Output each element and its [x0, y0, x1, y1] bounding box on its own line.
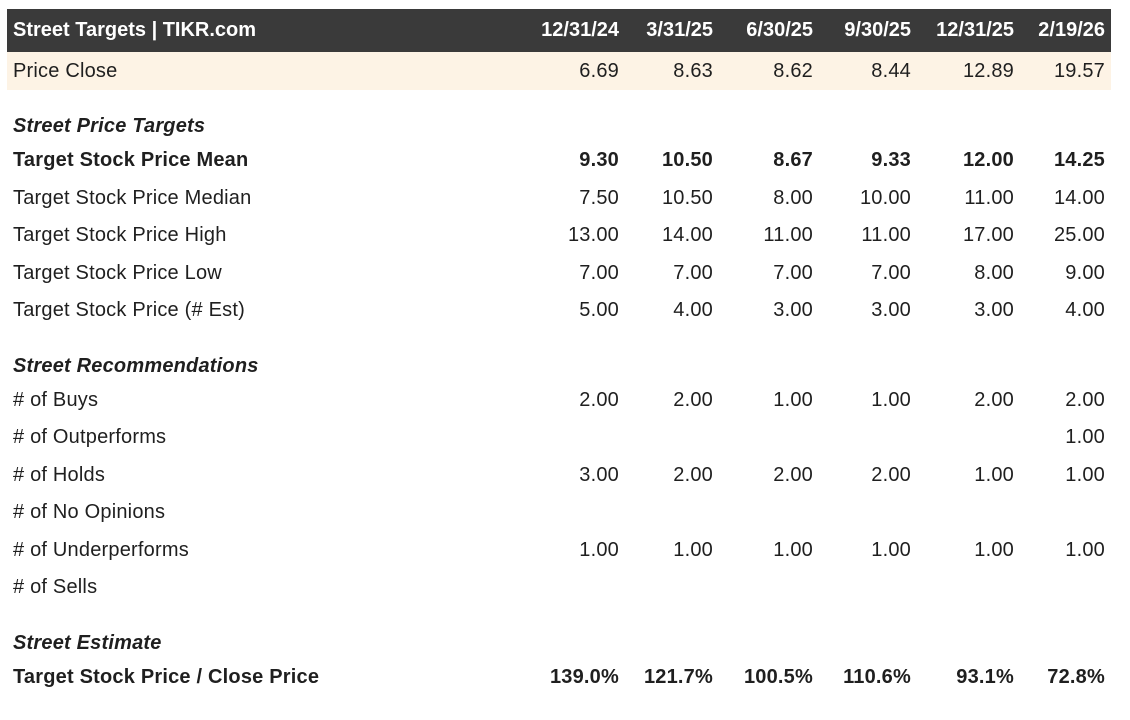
table-row-outperforms: [7, 419, 1111, 457]
cell-value: [719, 569, 819, 607]
table-row-holds: [7, 457, 1111, 495]
cell-value: [1020, 569, 1111, 607]
cell-value: 4.00: [1065, 299, 1105, 322]
cell-value: 8.00: [773, 186, 813, 209]
street-targets-table: [7, 9, 1111, 696]
cell-value: 11.00: [964, 186, 1014, 209]
cell-value: 7.00: [871, 261, 911, 284]
table-row-no-opinions: [7, 494, 1111, 532]
cell-value: 1.00: [773, 388, 813, 411]
row-label: # of No Opinions: [13, 501, 166, 524]
cell-value: 93.1%: [956, 665, 1014, 688]
cell-value: [819, 494, 917, 532]
cell-value: 1.00: [1065, 463, 1105, 486]
cell-value: 25.00: [1053, 224, 1105, 247]
row-label: # of Underperforms: [13, 538, 189, 561]
cell-value: 7.50: [579, 186, 619, 209]
cell-value: 9.00: [1065, 261, 1105, 284]
cell-value: 17.00: [962, 224, 1014, 247]
row-label: # of Sells: [13, 576, 98, 599]
table-row-target-close-ratio: [7, 659, 1111, 697]
section-title: Street Estimate: [13, 631, 162, 654]
cell-value: [917, 419, 1020, 457]
cell-value: 8.00: [974, 261, 1014, 284]
spacer-row: [7, 90, 1111, 108]
cell-value: [917, 494, 1020, 532]
table-title: Street Targets | TIKR.com: [13, 19, 257, 41]
cell-value: 11.00: [861, 224, 911, 247]
cell-value: 10.50: [661, 186, 713, 209]
section-header-price-targets: [7, 108, 1111, 142]
spacer-row: [7, 607, 1111, 625]
cell-value: 8.44: [871, 59, 911, 82]
cell-value: 14.25: [1053, 149, 1105, 172]
cell-value: 3.00: [773, 299, 813, 322]
cell-value: 2.00: [974, 388, 1014, 411]
column-header[interactable]: 12/31/25: [936, 19, 1014, 41]
row-label: Target Stock Price Mean: [13, 149, 249, 172]
cell-value: [719, 419, 819, 457]
price-close-row: [7, 52, 1111, 90]
cell-value: 2.00: [673, 388, 713, 411]
cell-value: [819, 419, 917, 457]
cell-value: [625, 569, 719, 607]
column-header[interactable]: 3/31/25: [646, 19, 713, 41]
cell-value: 9.33: [871, 149, 911, 172]
cell-value: [497, 419, 625, 457]
cell-value: 1.00: [871, 538, 911, 561]
cell-value: 100.5%: [743, 665, 813, 688]
cell-value: 13.00: [567, 224, 619, 247]
column-header[interactable]: 2/19/26: [1038, 19, 1105, 41]
table-row-target-low: [7, 255, 1111, 293]
cell-value: 1.00: [974, 463, 1014, 486]
section-title: Street Recommendations: [13, 354, 259, 377]
section-header-estimate: [7, 625, 1111, 659]
cell-value: 4.00: [673, 299, 713, 322]
cell-value: 3.00: [579, 463, 619, 486]
column-header[interactable]: 9/30/25: [844, 19, 911, 41]
row-label: Target Stock Price / Close Price: [13, 665, 320, 688]
cell-value: 8.63: [673, 59, 713, 82]
cell-value: 8.67: [773, 149, 813, 172]
row-label: # of Buys: [13, 388, 99, 411]
section-title: Street Price Targets: [13, 115, 206, 137]
cell-value: 121.7%: [643, 665, 713, 688]
column-header[interactable]: 12/31/24: [541, 19, 619, 41]
cell-value: 10.00: [859, 186, 911, 209]
cell-value: [719, 494, 819, 532]
cell-value: 1.00: [579, 538, 619, 561]
cell-value: 6.69: [579, 59, 619, 82]
cell-value: [819, 569, 917, 607]
table-row-target-est-count: [7, 292, 1111, 330]
cell-value: 11.00: [763, 224, 813, 247]
cell-value: [1020, 494, 1111, 532]
cell-value: [625, 494, 719, 532]
cell-value: 1.00: [1065, 538, 1105, 561]
row-label: Target Stock Price High: [13, 224, 227, 247]
cell-value: 19.57: [1053, 59, 1105, 82]
table-row-target-median: [7, 180, 1111, 218]
row-label: Target Stock Price (# Est): [13, 299, 245, 322]
cell-value: [917, 569, 1020, 607]
row-label: Price Close: [13, 59, 118, 82]
cell-value: 7.00: [579, 261, 619, 284]
cell-value: 1.00: [673, 538, 713, 561]
cell-value: 2.00: [1065, 388, 1105, 411]
cell-value: 72.8%: [1047, 665, 1105, 688]
row-label: Target Stock Price Low: [13, 261, 222, 284]
table-row-underperforms: [7, 532, 1111, 570]
row-label: # of Holds: [13, 463, 106, 486]
table-row-buys: [7, 382, 1111, 420]
cell-value: 14.00: [1053, 186, 1105, 209]
table-row-sells: [7, 569, 1111, 607]
cell-value: 2.00: [773, 463, 813, 486]
cell-value: 1.00: [974, 538, 1014, 561]
row-label: # of Outperforms: [13, 426, 167, 449]
cell-value: 10.50: [661, 149, 713, 172]
cell-value: [625, 419, 719, 457]
cell-value: 2.00: [871, 463, 911, 486]
table-row-target-mean: [7, 142, 1111, 180]
cell-value: [497, 494, 625, 532]
cell-value: 139.0%: [549, 665, 619, 688]
cell-value: 2.00: [673, 463, 713, 486]
cell-value: 3.00: [871, 299, 911, 322]
cell-value: [497, 569, 625, 607]
cell-value: 14.00: [661, 224, 713, 247]
table-row-target-high: [7, 217, 1111, 255]
cell-value: 110.6%: [843, 665, 911, 688]
cell-value: 9.30: [579, 149, 619, 172]
row-label: Target Stock Price Median: [13, 186, 252, 209]
cell-value: 1.00: [773, 538, 813, 561]
cell-value: 3.00: [974, 299, 1014, 322]
cell-value: 7.00: [773, 261, 813, 284]
cell-value: 1.00: [1065, 426, 1105, 449]
spacer-row: [7, 330, 1111, 348]
cell-value: 5.00: [579, 299, 619, 322]
cell-value: 1.00: [871, 388, 911, 411]
cell-value: 12.00: [962, 149, 1014, 172]
table-header-row: [7, 9, 1111, 52]
street-targets-panel: [7, 9, 1111, 696]
section-header-recommendations: [7, 348, 1111, 382]
cell-value: 7.00: [673, 261, 713, 284]
column-header[interactable]: 6/30/25: [746, 19, 813, 41]
cell-value: 2.00: [579, 388, 619, 411]
cell-value: 12.89: [962, 59, 1014, 82]
cell-value: 8.62: [773, 59, 813, 82]
